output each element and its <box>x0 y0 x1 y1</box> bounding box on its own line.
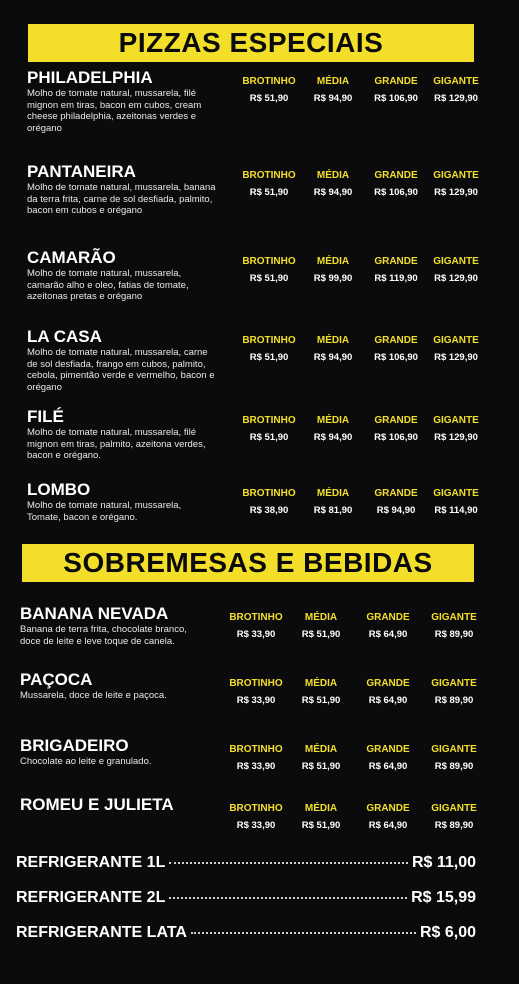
size-price-column <box>234 170 304 198</box>
size-label: GRANDE <box>366 612 410 623</box>
size-label: MÉDIA <box>304 803 338 814</box>
price-label: R$ 94,90 <box>313 352 353 363</box>
size-price-column <box>234 256 304 284</box>
price-label: R$ 64,90 <box>368 695 408 706</box>
size-price-column <box>353 744 423 772</box>
size-label: BROTINHO <box>242 335 296 346</box>
item-description: Molho de tomate natural, mussarela, carne de sol desfiada, frango em cubos, palmito, cebola, pimentão verde e vermelho, bacon e orégano <box>27 347 215 393</box>
size-price-column <box>286 612 356 640</box>
size-price-column <box>234 488 304 516</box>
item-description: Mussarela, doce de leite e paçoca. <box>20 690 167 701</box>
size-price-column <box>353 612 423 640</box>
size-label: GIGANTE <box>431 612 477 623</box>
size-price-column <box>421 170 491 198</box>
size-label: BROTINHO <box>229 744 283 755</box>
price-label: R$ 129,90 <box>434 187 478 198</box>
size-label: GRANDE <box>374 170 418 181</box>
size-price-column <box>421 76 491 104</box>
size-label: MÉDIA <box>316 488 350 499</box>
price-label: R$ 129,90 <box>434 352 478 363</box>
price-label: R$ 51,90 <box>249 187 289 198</box>
price-label: R$ 119,90 <box>374 273 418 284</box>
size-label: GRANDE <box>374 415 418 426</box>
size-price-column <box>298 415 368 443</box>
size-label: MÉDIA <box>304 678 338 689</box>
price-label: R$ 129,90 <box>434 93 478 104</box>
price-label: R$ 38,90 <box>249 505 289 516</box>
size-label: MÉDIA <box>316 415 350 426</box>
size-label: BROTINHO <box>242 488 296 499</box>
dot-leader <box>191 932 416 934</box>
size-price-column <box>421 488 491 516</box>
size-price-column <box>221 744 291 772</box>
price-label: R$ 51,90 <box>301 761 341 772</box>
drink-row <box>16 889 476 913</box>
size-label: GIGANTE <box>433 488 479 499</box>
size-label: GIGANTE <box>433 76 479 87</box>
item-name: ROMEU E JULIETA <box>20 795 174 814</box>
size-label: GIGANTE <box>431 803 477 814</box>
price-label: R$ 129,90 <box>434 432 478 443</box>
drink-name: REFRIGERANTE LATA <box>16 924 187 941</box>
price-label: R$ 33,90 <box>236 695 276 706</box>
size-label: BROTINHO <box>242 170 296 181</box>
size-label: GRANDE <box>366 744 410 755</box>
price-label: R$ 33,90 <box>236 761 276 772</box>
item-description: Molho de tomate natural, mussarela, filé mignon em tiras, palmito, azeitona verdes, bacon e orégano. <box>27 427 206 461</box>
size-label: GIGANTE <box>433 256 479 267</box>
size-label: GRANDE <box>374 256 418 267</box>
item-name: PAÇOCA <box>20 670 93 689</box>
size-price-column <box>298 488 368 516</box>
size-label: BROTINHO <box>242 76 296 87</box>
item-description: Molho de tomate natural, mussarela, banana da terra frita, carne de sol desfiada, palmito, bacon em cubos e orégano <box>27 182 216 216</box>
size-price-column <box>298 170 368 198</box>
size-label: MÉDIA <box>316 335 350 346</box>
price-label: R$ 94,90 <box>376 505 416 516</box>
size-label: MÉDIA <box>304 744 338 755</box>
price-label: R$ 99,90 <box>313 273 353 284</box>
drink-price: R$ 11,00 <box>411 854 476 871</box>
size-price-column <box>221 612 291 640</box>
size-label: BROTINHO <box>229 612 283 623</box>
item-name: BRIGADEIRO <box>20 736 129 755</box>
price-label: R$ 51,90 <box>249 432 289 443</box>
size-label: BROTINHO <box>242 256 296 267</box>
size-price-column <box>298 335 368 363</box>
size-price-column <box>421 335 491 363</box>
size-label: GRANDE <box>374 76 418 87</box>
size-label: GIGANTE <box>431 678 477 689</box>
price-label: R$ 64,90 <box>368 820 408 831</box>
price-label: R$ 89,90 <box>434 695 474 706</box>
price-label: R$ 94,90 <box>313 93 353 104</box>
size-price-column <box>286 678 356 706</box>
price-label: R$ 33,90 <box>236 820 276 831</box>
size-price-column <box>353 678 423 706</box>
drink-price: R$ 6,00 <box>419 924 476 941</box>
price-label: R$ 89,90 <box>434 761 474 772</box>
item-description: Chocolate ao leite e granulado. <box>20 756 152 767</box>
desserts-section-title: SOBREMESAS E BEBIDAS <box>22 544 474 582</box>
size-label: MÉDIA <box>304 612 338 623</box>
item-name: LOMBO <box>27 480 91 499</box>
price-label: R$ 89,90 <box>434 629 474 640</box>
drink-name: REFRIGERANTE 2L <box>16 889 166 906</box>
price-label: R$ 51,90 <box>301 820 341 831</box>
item-name: PANTANEIRA <box>27 162 136 181</box>
item-name: LA CASA <box>27 327 102 346</box>
size-price-column <box>419 803 489 831</box>
size-price-column <box>234 335 304 363</box>
item-name: CAMARÃO <box>27 248 116 267</box>
item-name: PHILADELPHIA <box>27 68 153 87</box>
pizzas-section-title: PIZZAS ESPECIAIS <box>28 24 474 62</box>
price-label: R$ 51,90 <box>301 629 341 640</box>
price-label: R$ 106,90 <box>374 352 418 363</box>
drink-row <box>16 924 476 948</box>
price-label: R$ 81,90 <box>313 505 353 516</box>
size-price-column <box>286 744 356 772</box>
price-label: R$ 106,90 <box>374 187 418 198</box>
size-price-column <box>298 76 368 104</box>
price-label: R$ 106,90 <box>374 93 418 104</box>
size-price-column <box>298 256 368 284</box>
size-price-column <box>419 744 489 772</box>
size-label: MÉDIA <box>316 256 350 267</box>
size-label: MÉDIA <box>316 76 350 87</box>
price-label: R$ 64,90 <box>368 629 408 640</box>
size-label: GRANDE <box>374 488 418 499</box>
item-description: Molho de tomate natural, mussarela, filé mignon em tiras, bacon em cubos, cream cheese philadelphia, azeitonas verdes e orégano <box>27 88 202 134</box>
size-price-column <box>421 256 491 284</box>
drink-price: R$ 15,99 <box>411 889 476 906</box>
size-price-column <box>286 803 356 831</box>
size-price-column <box>221 678 291 706</box>
dot-leader <box>169 862 408 864</box>
size-label: BROTINHO <box>229 803 283 814</box>
size-price-column <box>421 415 491 443</box>
size-label: GIGANTE <box>431 744 477 755</box>
size-price-column <box>234 76 304 104</box>
size-label: MÉDIA <box>316 170 350 181</box>
size-price-column <box>234 415 304 443</box>
price-label: R$ 94,90 <box>313 187 353 198</box>
size-price-column <box>419 678 489 706</box>
price-label: R$ 129,90 <box>434 273 478 284</box>
item-name: FILÉ <box>27 407 64 426</box>
price-label: R$ 106,90 <box>374 432 418 443</box>
item-description: Molho de tomate natural, mussarela, camarão alho e oleo, fatias de tomate, azeitonas pretas e orégano <box>27 268 189 302</box>
size-price-column <box>419 612 489 640</box>
drink-name: REFRIGERANTE 1L <box>16 854 166 871</box>
drink-row <box>16 854 476 878</box>
size-label: GRANDE <box>374 335 418 346</box>
size-price-column <box>353 803 423 831</box>
item-description: Banana de terra frita, chocolate branco, doce de leite e leve toque de canela. <box>20 624 187 647</box>
item-name: BANANA NEVADA <box>20 604 169 623</box>
size-label: BROTINHO <box>242 415 296 426</box>
price-label: R$ 33,90 <box>236 629 276 640</box>
price-label: R$ 51,90 <box>249 93 289 104</box>
price-label: R$ 94,90 <box>313 432 353 443</box>
price-label: R$ 114,90 <box>434 505 478 516</box>
size-label: GRANDE <box>366 678 410 689</box>
price-label: R$ 51,90 <box>301 695 341 706</box>
price-label: R$ 89,90 <box>434 820 474 831</box>
price-label: R$ 51,90 <box>249 352 289 363</box>
size-label: BROTINHO <box>229 678 283 689</box>
size-price-column <box>221 803 291 831</box>
price-label: R$ 51,90 <box>249 273 289 284</box>
size-label: GIGANTE <box>433 335 479 346</box>
dot-leader <box>169 897 407 899</box>
item-description: Molho de tomate natural, mussarela, Tomate, bacon e orégano. <box>27 500 182 523</box>
size-label: GIGANTE <box>433 170 479 181</box>
size-label: GRANDE <box>366 803 410 814</box>
price-label: R$ 64,90 <box>368 761 408 772</box>
size-label: GIGANTE <box>433 415 479 426</box>
